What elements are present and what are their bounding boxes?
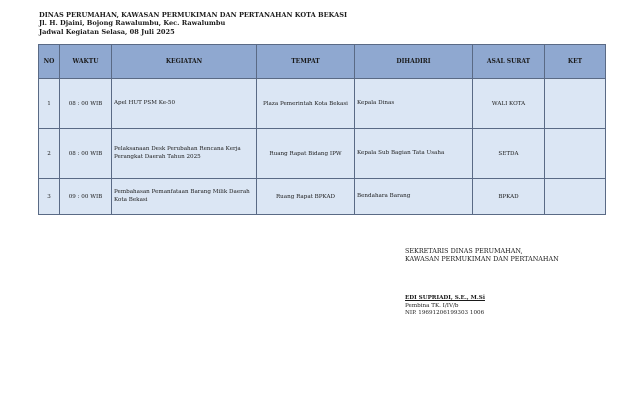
cell-dihadiri: Kepala Dinas bbox=[355, 79, 473, 129]
col-header-no: NO bbox=[39, 45, 60, 79]
col-header-kegiatan: KEGIATAN bbox=[112, 45, 257, 79]
cell-ket bbox=[545, 79, 606, 129]
cell-dihadiri: Bendahara Barang bbox=[355, 179, 473, 215]
cell-ket bbox=[545, 179, 606, 215]
col-header-asal-surat: ASAL SURAT bbox=[473, 45, 545, 79]
agency-name: DINAS PERUMAHAN, KAWASAN PERMUKIMAN DAN PERTANAHAN KOTA BEKASI bbox=[39, 11, 348, 19]
table-row bbox=[39, 129, 606, 179]
cell-waktu: 09 : 00 WIB bbox=[60, 179, 112, 215]
cell-kegiatan: Pelaksanaan Desk Perubahan Rencana Kerja Perangkat Daerah Tahun 2025 bbox=[112, 129, 257, 179]
signature-title-line2: KAWASAN PERMUKIMAN DAN PERTANAHAN bbox=[405, 255, 559, 264]
signature-name-block bbox=[405, 295, 485, 318]
col-header-ket: KET bbox=[545, 45, 606, 79]
table-row bbox=[39, 79, 606, 129]
agency-address: Jl. H. Djaini, Bojong Rawalumbu, Kec. Rawalumbu bbox=[39, 19, 226, 28]
cell-tempat: Ruang Rapat Bidang IPW bbox=[257, 129, 355, 179]
col-header-dihadiri: DIHADIRI bbox=[355, 45, 473, 79]
col-header-tempat: TEMPAT bbox=[257, 45, 355, 79]
schedule-title: Jadwal Kegiatan Selasa, 08 Juli 2025 bbox=[39, 27, 175, 36]
cell-no: 2 bbox=[39, 129, 60, 179]
schedule-table bbox=[38, 44, 606, 215]
cell-no: 3 bbox=[39, 179, 60, 215]
signatory-rank: Pembina TK. I/IV/b bbox=[405, 302, 459, 309]
table-row bbox=[39, 179, 606, 215]
signature-title-line1: SEKRETARIS DINAS PERUMAHAN, bbox=[405, 247, 523, 255]
cell-no: 1 bbox=[39, 79, 60, 129]
cell-kegiatan: Pembahasan Pemanfataan Barang Milik Daerah Kota Bekasi bbox=[112, 179, 257, 215]
signatory-name: EDI SUPRIADI, S.E., M.Si bbox=[405, 295, 485, 301]
cell-tempat: Plaza Pemerintah Kota Bekasi bbox=[257, 79, 355, 129]
cell-asal-surat: SETDA bbox=[473, 129, 545, 179]
signatory-nip: NIP. 19691206199303 1006 bbox=[405, 310, 485, 316]
cell-kegiatan: Apel HUT PSM Ke-50 bbox=[112, 79, 257, 129]
cell-waktu: 08 : 00 WIB bbox=[60, 129, 112, 179]
cell-ket bbox=[545, 129, 606, 179]
col-header-waktu: WAKTU bbox=[60, 45, 112, 79]
signature-title-block bbox=[405, 247, 559, 264]
table-header-row bbox=[39, 45, 606, 79]
cell-asal-surat: WALI KOTA bbox=[473, 79, 545, 129]
cell-dihadiri: Kepala Sub Bagian Tata Usaha bbox=[355, 129, 473, 179]
cell-tempat: Ruang Rapat BPKAD bbox=[257, 179, 355, 215]
document-header bbox=[39, 11, 347, 36]
cell-waktu: 08 : 00 WIB bbox=[60, 79, 112, 129]
cell-asal-surat: BPKAD bbox=[473, 179, 545, 215]
